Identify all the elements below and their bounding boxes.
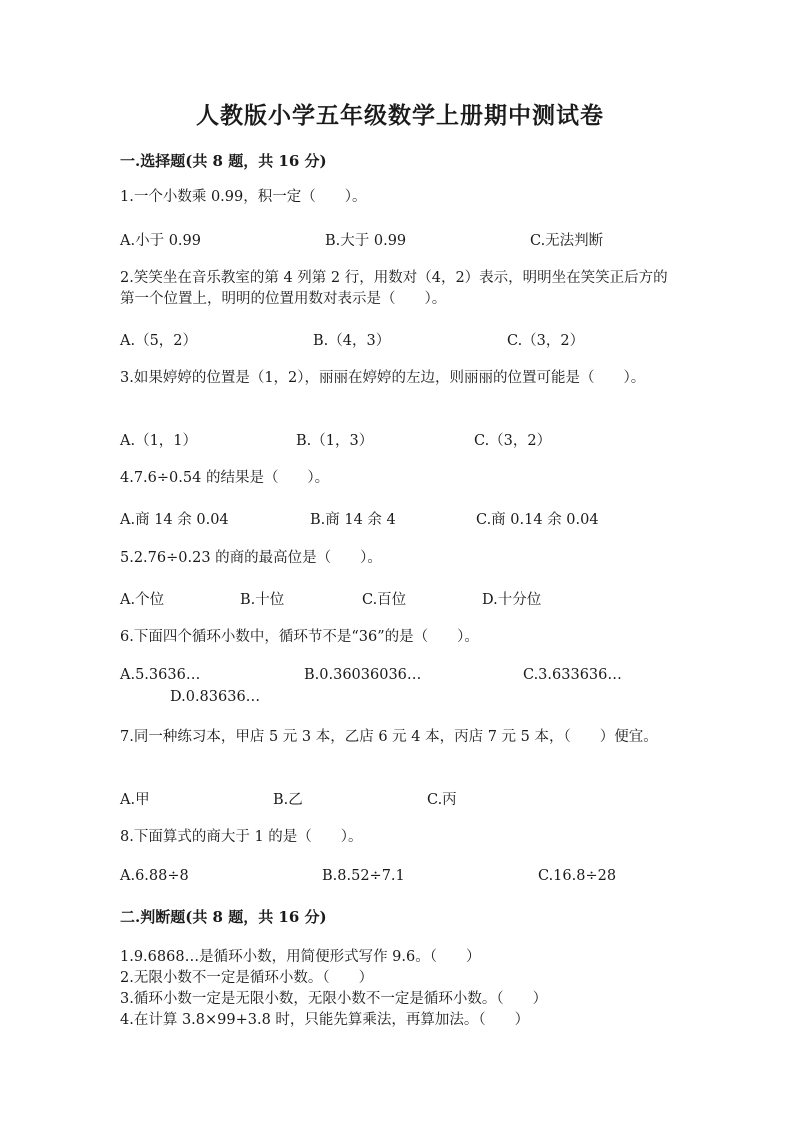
q1-option-c: C.无法判断 [530, 233, 604, 249]
q5-option-c: C.百位 [362, 592, 407, 608]
q6-option-c: C.3.633636… [523, 667, 622, 683]
q5-option-a: A.个位 [120, 592, 165, 608]
q2-option-a: A.（5，2） [120, 333, 198, 349]
question-3: 3.如果婷婷的位置是（1，2），丽丽在婷婷的左边，则丽丽的位置可能是（ ）。 [120, 370, 646, 386]
question-7: 7.同一种练习本，甲店 5 元 3 本，乙店 6 元 4 本，丙店 7 元 5 本，（ ）便宜。 [120, 729, 658, 745]
q6-option-d: D.0.83636… [170, 689, 261, 705]
q2-option-b: B.（4，3） [313, 333, 391, 349]
q8-option-b: B.8.52÷7.1 [322, 868, 405, 884]
q5-option-b: B.十位 [240, 592, 285, 608]
judge-item-1: 1.9.6868…是循环小数，用简便形式写作 9.6。（ ） [120, 949, 481, 965]
page-title: 人教版小学五年级数学上册期中测试卷 [196, 102, 604, 129]
question-2: 2.笑笑坐在音乐教室的第 4 列第 2 行，用数对（4，2）表示，明明坐在笑笑正后方的第一个位置上，明明的位置用数对表示是（ ）。 [120, 270, 668, 307]
q6-option-a: A.5.3636… [120, 667, 201, 683]
q2-option-c: C.（3，2） [507, 333, 585, 349]
q3-option-b: B.（1，3） [296, 433, 374, 449]
judge-item-2: 2.无限小数不一定是循环小数。（ ） [120, 970, 374, 986]
q7-option-a: A.甲 [120, 792, 150, 808]
q4-option-a: A.商 14 余 0.04 [120, 512, 229, 528]
q5-option-d: D.十分位 [482, 592, 542, 608]
q8-option-a: A.6.88÷8 [120, 868, 189, 884]
question-6: 6.下面四个循环小数中，循环节不是“36”的是（ ）。 [120, 629, 479, 645]
section-title-judge: 二.判断题(共 8 题，共 16 分) [120, 908, 327, 926]
judge-item-4: 4.在计算 3.8×99+3.8 时，只能先算乘法，再算加法。（ ） [120, 1012, 530, 1028]
question-1: 1.一个小数乘 0.99，积一定（ ）。 [120, 189, 367, 205]
q6-option-b: B.0.36036036… [304, 667, 422, 683]
section-title-choice: 一.选择题(共 8 题，共 16 分) [120, 152, 327, 170]
q8-option-c: C.16.8÷28 [538, 868, 617, 884]
q1-option-b: B.大于 0.99 [325, 233, 407, 249]
question-8: 8.下面算式的商大于 1 的是（ ）。 [120, 829, 363, 845]
q4-option-c: C.商 0.14 余 0.04 [476, 512, 599, 528]
q1-option-a: A.小于 0.99 [120, 233, 201, 249]
q7-option-c: C.丙 [427, 792, 457, 808]
q4-option-b: B.商 14 余 4 [310, 512, 396, 528]
question-5: 5.2.76÷0.23 的商的最高位是（ ）。 [120, 550, 382, 566]
question-4: 4.7.6÷0.54 的结果是（ ）。 [120, 470, 330, 486]
q3-option-c: C.（3，2） [474, 433, 552, 449]
q3-option-a: A.（1，1） [120, 433, 198, 449]
judge-item-3: 3.循环小数一定是无限小数，无限小数不一定是循环小数。（ ） [120, 991, 548, 1007]
q7-option-b: B.乙 [273, 792, 303, 808]
